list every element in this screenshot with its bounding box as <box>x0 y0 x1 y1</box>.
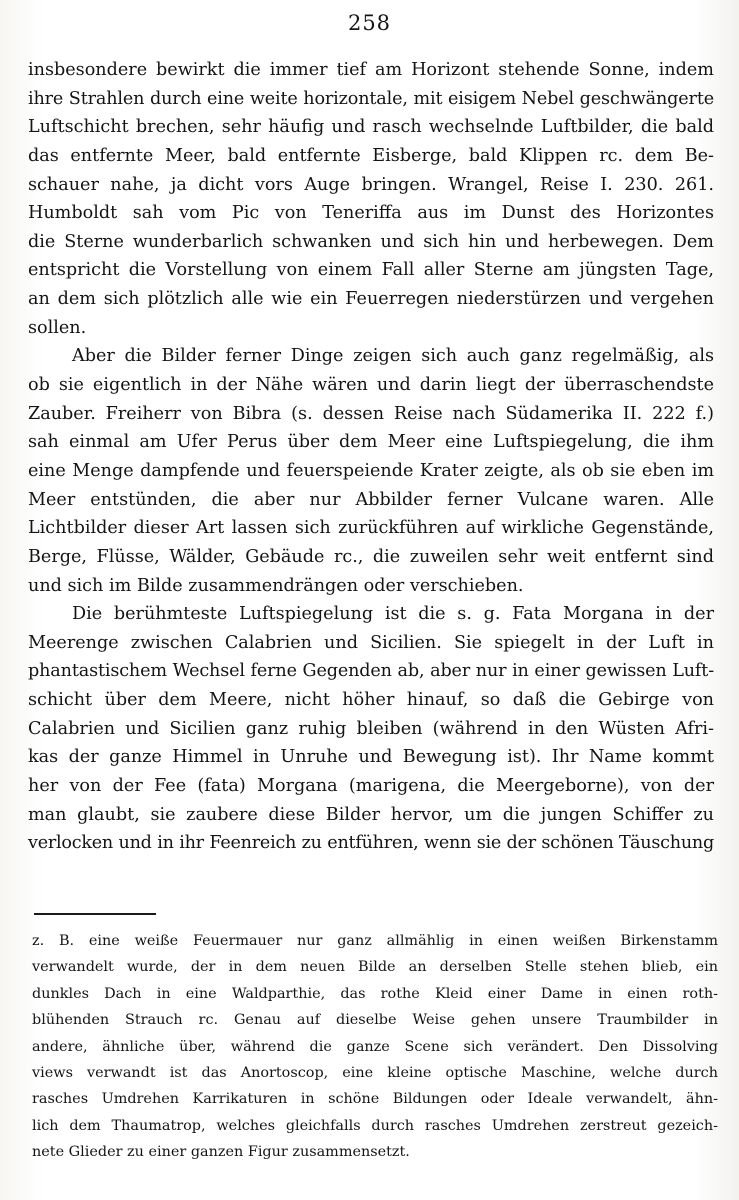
text-line: Zauber. Freiherr von Bibra (s. dessen Reise nach Südamerika II. 222 f.) <box>28 403 714 424</box>
text-line: insbesondere bewirkt die immer tief am Horizont stehende Sonne, indem <box>28 60 714 80</box>
footnote-line: views verwandt ist das Anortoscop, eine kleine optische Maschine, welche durch <box>32 1064 718 1081</box>
text-line: schauer nahe, ja dicht vors Auge bringen. Wrangel, Reise I. 230. 261. <box>28 174 714 195</box>
text-line: man glaubt, sie zaubere diese Bilder hervor, um die jungen Schiffer zu <box>28 804 714 825</box>
text-line: verlocken und in ihr Feenreich zu entführen, wenn sie der schönen Täuschung <box>28 833 714 854</box>
footnote-line: z. B. eine weiße Feuermauer nur ganz allmählig in einen weißen Birkenstamm <box>32 933 718 949</box>
text-line: phantastischem Wechsel ferne Gegenden ab, aber nur in einer gewissen Luft- <box>28 661 714 682</box>
text-line: sollen. <box>28 317 87 338</box>
main-text <box>28 56 714 858</box>
text-line: ob sie eigentlich in der Nähe wären und darin liegt der überraschendste <box>28 375 714 396</box>
footnote-separator <box>34 913 156 915</box>
page-number: 258 <box>347 11 392 35</box>
text-line: her von der Fee (fata) Morgana (marigena, die Meergeborne), von der <box>28 776 714 797</box>
text-line: kas der ganze Himmel in Unruhe und Bewegung ist). Ihr Name kommt <box>28 747 714 768</box>
text-line: Luftschicht brechen, sehr häufig und rasch wechselnde Luftbilder, die bald <box>28 117 714 138</box>
footnote-line: lich dem Thaumatrop, welches gleichfalls durch rasches Umdrehen zerstreut gezeich- <box>32 1117 718 1134</box>
footnote-line: andere, ähnliche über, während die ganze Scene sich verändert. Den Dissolving <box>32 1038 718 1055</box>
text-line: das entfernte Meer, bald entfernte Eisberge, bald Klippen rc. dem Be- <box>28 145 714 166</box>
text-line: die Sterne wunderbarlich schwanken und sich hin und herbewegen. Dem <box>28 231 714 252</box>
text-line: eine Menge dampfende und feuerspeiende Krater zeigte, als ob sie eben im <box>28 460 714 481</box>
footnote-line: rasches Umdrehen Karrikaturen in schöne Bildungen oder Ideale verwandelt, ähn- <box>32 1091 718 1108</box>
text-line: Lichtbilder dieser Art lassen sich zurückführen auf wirkliche Gegenstände, <box>28 518 714 539</box>
text-line: Aber die Bilder ferner Dinge zeigen sich auch ganz regelmäßig, als <box>72 346 714 367</box>
text-line: schicht über dem Meere, nicht höher hinauf, so daß die Gebirge von <box>28 690 714 711</box>
footnote-line: nete Glieder zu einer ganzen Figur zusammensetzt. <box>32 1144 410 1161</box>
text-line: entspricht die Vorstellung von einem Fall aller Sterne am jüngsten Tage, <box>28 260 714 281</box>
text-line: Meerenge zwischen Calabrien und Sicilien. Sie spiegelt in der Luft in <box>28 632 714 653</box>
footnote-line: blühenden Strauch rc. Genau auf dieselbe Weise gehen unsere Traumbilder in <box>32 1012 718 1029</box>
text-line: Berge, Flüsse, Wälder, Gebäude rc., die zuweilen sehr weit entfernt sind <box>28 546 714 567</box>
footnote-block <box>32 928 718 1166</box>
text-line: an dem sich plötzlich alle wie ein Feuerregen niederstürzen und vergehen <box>28 289 714 310</box>
text-line: und sich im Bilde zusammendrängen oder verschieben. <box>28 575 524 596</box>
text-line: Meer entstünden, die aber nur Abbilder ferner Vulcane waren. Alle <box>28 489 714 510</box>
text-line: ihre Strahlen durch eine weite horizontale, mit eisigem Nebel geschwängerte <box>28 88 714 109</box>
footnote-line: dunkles Dach in eine Waldparthie, das rothe Kleid einer Dame in einen roth- <box>32 985 718 1002</box>
text-line: Humboldt sah vom Pic von Teneriffa aus im Dunst des Horizontes <box>28 203 714 224</box>
footnote-line: verwandelt wurde, der in dem neuen Bilde an derselben Stelle stehen blieb, ein <box>32 959 718 976</box>
text-line: sah einmal am Ufer Perus über dem Meer eine Luftspiegelung, die ihm <box>28 432 714 453</box>
text-line: Calabrien und Sicilien ganz ruhig bleiben (während in den Wüsten Afri- <box>28 718 714 739</box>
text-line: Die berühmteste Luftspiegelung ist die s. g. Fata Morgana in der <box>72 604 714 625</box>
